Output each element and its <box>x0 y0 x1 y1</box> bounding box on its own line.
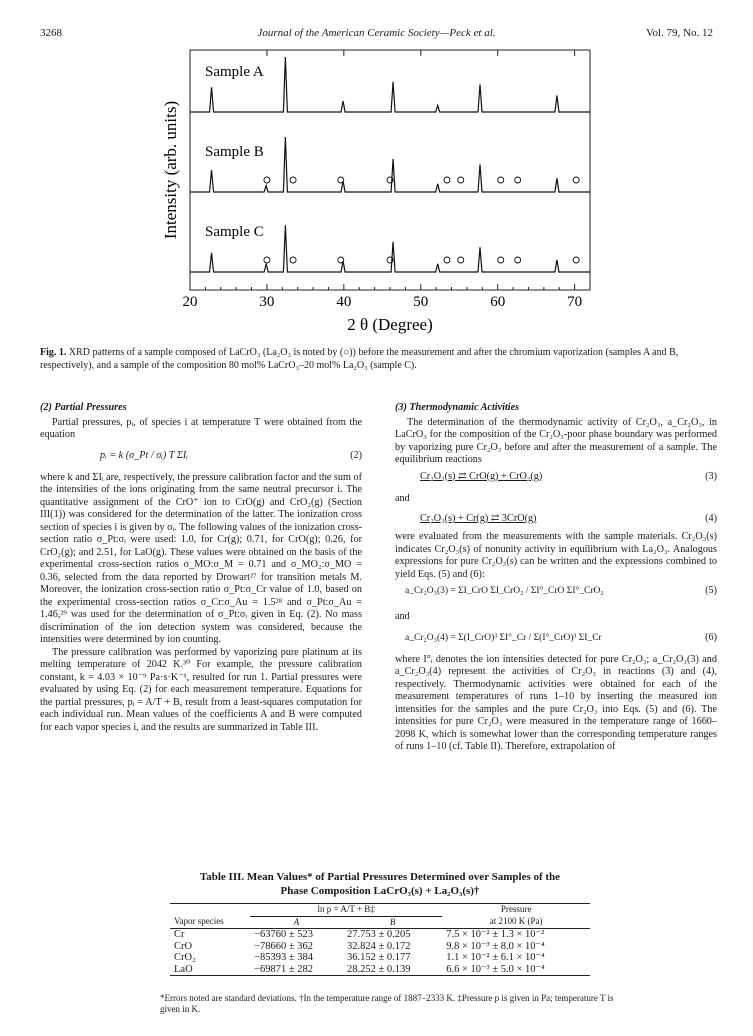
connector-text: and <box>395 611 410 622</box>
table-cell-a: −78660 ± 362 <box>254 940 314 952</box>
plot-frame <box>190 50 590 290</box>
series-label: Sample B <box>205 144 264 160</box>
x-tick-label: 20 <box>182 294 198 310</box>
paragraph: where k and ΣIᵢ are, respectively, the pressure calibration factor and the sum of the intensities of the ions originating from the same neutral precursor i. The quantitative assignment of the CrO⁺ ion to CrO(g) and CrO₂(g) (Section III(1)) was considered for the determination of the latter. The ionization cross section of species i is given by σᵢ. The following values of the ionization cross-section ratio σ_Pt:σᵢ were used: 1.0, for Cr(g); 0.71, for CrO(g); 0.26, for CrO₂(g); and 2.51, for LaO(g). These values were obtained on the basis of the experimental cross-section ratios σ_MO:σ_M = 0.71 and σ_MO₂:σ_MO = 0.36, selected from the data reported by Drowart²⁷ for transition metals M. Moreover, the ionization cross-section ratio σ_Pt:σ_Cr value of 1.0, based on the experimental cross-section ratios σ_Cr:σ_Au = 1.5²⁸ and σ_Pt:σ_Au = 1.46,²⁹ was used for the determination of σ_Pt:σᵢ given in Eq. (2). No mass discrimination of the ion detection system was considered, because the intensities were determined by ion counting. <box>40 471 362 645</box>
la2o3-marker <box>515 177 521 183</box>
data-table <box>170 903 590 976</box>
equation-number: (3) <box>705 470 717 482</box>
volume-info: Vol. 79, No. 12 <box>645 27 713 39</box>
table-cell-p: 6.6 × 10⁻³ ± 5.0 × 10⁻⁴ <box>442 964 590 976</box>
equation-number: (4) <box>705 513 717 524</box>
table-cell-species: CrO₂ <box>174 952 196 963</box>
x-tick-label: 50 <box>413 294 429 310</box>
x-tick-label: 70 <box>567 294 583 310</box>
paragraph: The determination of the thermodynamic activity of Cr₂O₃, a_Cr₂O₃, in LaCrO₃ for the composition of the Cr₂O₃-poor phase boundary was performed by vaporizing pure Cr₂O₃ before and after the measurement of a sample. The equilibrium reactions <box>395 416 717 465</box>
series-label: Sample A <box>205 64 264 80</box>
table-cell-a: −85393 ± 384 <box>254 952 314 963</box>
column-header-a: A <box>293 916 300 927</box>
equation-body: pᵢ = k (σ_Pt / σᵢ) T ΣIᵢ <box>100 449 188 461</box>
column-header-species: Vapor species <box>174 916 224 927</box>
table-cell-a: −69871 ± 282 <box>250 964 343 976</box>
table-cell-p: 7.5 × 10⁻² ± 1.3 × 10⁻² <box>442 929 590 941</box>
la2o3-marker <box>264 177 270 183</box>
paragraph: The pressure calibration was performed by vaporizing pure platinum at its melting temperature of 2042 K.³⁰ For example, the pressure calibration constant, k = 4.03 × 10⁻⁹ Pa·s·K⁻¹, resulted for run 1. Partial pressures were evaluated by using Eq. (2) for each measurement temperature. Equations for the partial pressures, pᵢ = A/T + B, result from a least-squares computation for each individual run. Mean values of the coefficients A and B were computed for each vapor species i, and the results are summarized in Table III. <box>40 646 362 733</box>
column-header-pressure: Pressure <box>442 904 590 917</box>
equation-2 <box>40 442 362 472</box>
x-tick-label: 30 <box>259 294 275 310</box>
caption-label: Fig. 1. <box>40 347 67 358</box>
la2o3-marker <box>338 177 344 183</box>
left-column <box>40 402 362 734</box>
equation-body: Cr₂O₃(s) + Cr(g) ⇄ 3CrO(g) <box>420 513 537 524</box>
la2o3-marker <box>338 257 344 263</box>
table-cell-p: 9.8 × 10⁻³ ± 8.0 × 10⁻⁴ <box>446 940 545 952</box>
la2o3-marker <box>290 177 296 183</box>
connector-text: and <box>395 492 410 504</box>
table-cell-p: 1.1 × 10⁻² ± 6.1 × 10⁻⁴ <box>446 952 545 963</box>
table-title-line: Phase Composition LaCrO₃(s) + La₂O₃(s)† <box>280 885 480 897</box>
table-header-row <box>170 916 590 929</box>
table-row <box>170 964 590 976</box>
table-footnote: *Errors noted are standard deviations. †In the temperature range of 1887–2333 K. ‡Pressure p is given in Pa; temperature T is given in K. <box>160 993 614 1014</box>
page-number: 3268 <box>40 27 62 39</box>
caption-text: XRD patterns of a sample composed of LaCrO₃ (La₂O₃ is noted by (○)) before the measurement and after the chromium vaporization (samples A and B, respectively), and a sample of the composition 80 mol% LaCrO₃–20 mol% La₂O₃ (sample C). <box>40 347 679 371</box>
x-axis-label: 2 θ (Degree) <box>347 315 433 334</box>
table-cell-species: CrO <box>174 940 193 952</box>
la2o3-marker <box>573 177 579 183</box>
table-cell-species: Cr <box>170 929 250 941</box>
right-column <box>395 402 717 754</box>
table-cell-species: LaO <box>170 964 250 976</box>
la2o3-marker <box>498 177 504 183</box>
column-header-b: B <box>389 916 396 927</box>
equation-number: (5) <box>705 585 717 596</box>
paragraph: were evaluated from the measurements with the sample materials. Cr₂O₃(s) indicates Cr₂O₃(s) of nonunity activity in equilibrium with La₂O₃. Analogous expressions for pure Cr₂O₃(s) can be written and the expressions combined to yield Eqs. (5) and (6): <box>395 531 717 580</box>
y-axis-label: Intensity (arb. units) <box>161 100 180 240</box>
figure-caption <box>40 346 715 372</box>
la2o3-marker <box>264 257 270 263</box>
table-row <box>170 952 590 964</box>
equation-5 <box>395 581 717 607</box>
table-title <box>160 870 600 898</box>
table-cell-a: −63760 ± 523 <box>250 929 343 941</box>
equation-4 <box>395 509 717 531</box>
xrd-chart <box>150 40 610 340</box>
la2o3-marker <box>515 257 521 263</box>
series-label: Sample C <box>205 224 264 240</box>
column-header-pressure-unit: at 2100 K (Pa) <box>489 916 543 927</box>
table-row <box>170 941 590 953</box>
group-header: ln p = A/T + B‡ <box>250 904 442 917</box>
x-tick-label: 60 <box>490 294 506 310</box>
table-cell-b: 28.252 ± 0.139 <box>343 964 442 976</box>
section-heading-partial-pressures: (2) Partial Pressures <box>40 402 127 413</box>
table-row <box>170 929 590 941</box>
equation-body: Cr₂O₃(s) ⇄ CrO(g) + CrO₂(g) <box>420 470 543 482</box>
table-cell-b: 32.824 ± 0.172 <box>346 940 411 952</box>
la2o3-marker <box>573 257 579 263</box>
equation-number: (6) <box>705 631 717 643</box>
la2o3-marker <box>498 257 504 263</box>
la2o3-marker <box>458 257 464 263</box>
x-tick-label: 40 <box>336 294 352 310</box>
equation-body: a_Cr₂O₃(4) = Σ(I_CrO)³ ΣI°_Cr / Σ(I°_CrO)³ ΣI_Cr <box>405 632 602 643</box>
la2o3-marker <box>444 177 450 183</box>
equation-body: a_Cr₂O₃(3) = ΣI_CrO ΣI_CrO₂ / ΣI°_CrO ΣI°_CrO₂ <box>405 586 604 596</box>
equation-3 <box>395 467 717 489</box>
section-heading-thermodynamic-activities: (3) Thermodynamic Activities <box>395 402 520 413</box>
la2o3-marker <box>290 257 296 263</box>
paragraph: Partial pressures, pᵢ, of species i at temperature T were obtained from the equation <box>40 416 362 440</box>
table-header-row <box>170 904 590 917</box>
table-cell-b: 27.753 ± 0.205 <box>343 929 442 941</box>
la2o3-marker <box>458 177 464 183</box>
equation-6 <box>395 628 717 654</box>
table-cell-b: 36.152 ± 0.177 <box>346 952 411 963</box>
equation-number: (2) <box>350 449 362 461</box>
la2o3-marker <box>444 257 450 263</box>
journal-title: Journal of the American Ceramic Society—Peck et al. <box>257 27 496 39</box>
table-title-line: Table III. Mean Values* of Partial Pressures Determined over Samples of the <box>199 871 561 883</box>
paragraph: where I°ᵢ denotes the ion intensities detected for pure Cr₂O₃; a_Cr₂O₃(3) and a_Cr₂O₃(4) represent the activities of Cr₂O₃ in reactions (3) and (4), respectively. Thermodynamic activities were obtained for each of the measurement temperatures of runs 1–10 by inserting the measured ion intensities for the samples and the pure Cr₂O₃ into Eqs. (5) and (6). The intensities for pure Cr₂O₃ were measured in the temperature range of 1660–2098 K, which is somewhat lower than the corresponding temperature ranges of runs 1–10 (cf. Table II). Therefore, extrapolation of <box>395 653 717 752</box>
